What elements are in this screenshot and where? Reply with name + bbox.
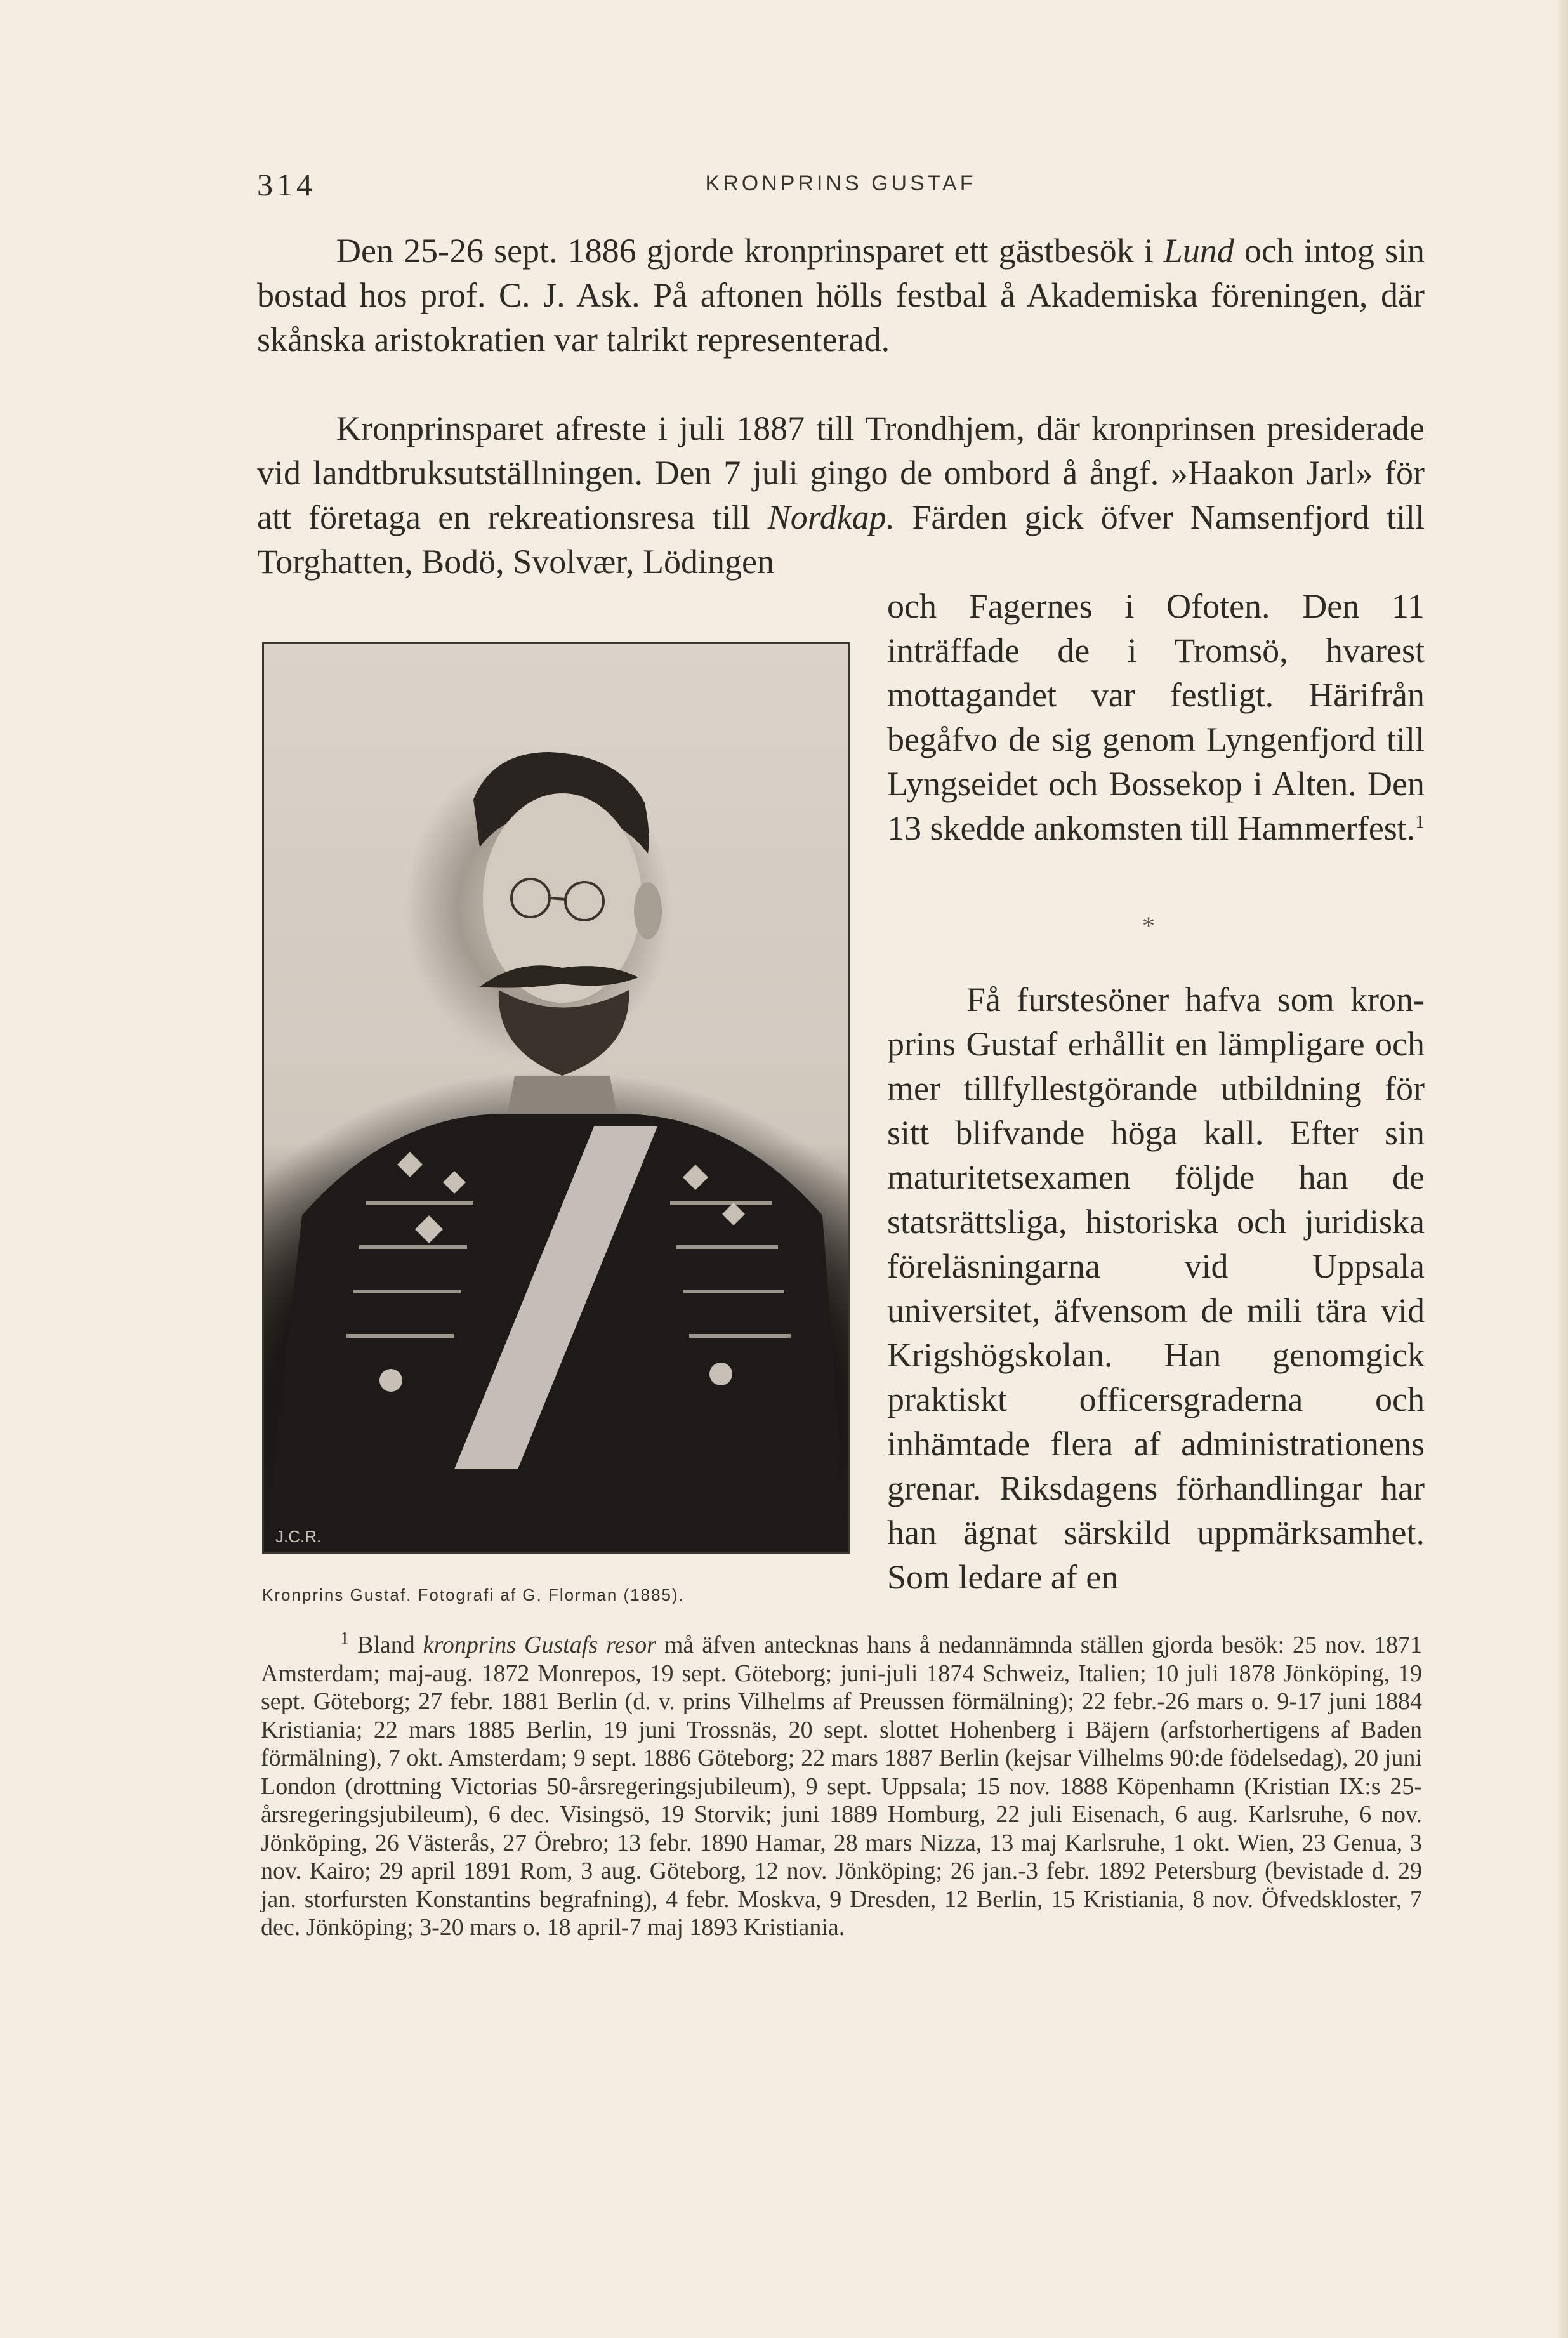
p2-text-a: Kronprinsparet afreste i juli 1887 till Trondhjem, där kronprinsen presiderade vid landtbruksutställningen. Den 7 juli gingo de ombord å ångf. »Haakon Jarl» för att företaga en rekreationsresa till	[257, 409, 1425, 536]
section-separator: *	[1142, 911, 1155, 940]
page-number: 314	[257, 167, 316, 202]
footnote	[261, 1628, 1422, 1942]
page-header	[257, 166, 1425, 204]
portrait-illustration	[264, 644, 848, 1552]
p1-text-a: Den 25-26 sept. 1886 gjorde kronprinsparet ett gästbesök i	[336, 232, 1164, 270]
running-head: KRONPRINS GUSTAF	[705, 171, 977, 195]
footnote-lead: Bland	[357, 1632, 423, 1658]
paragraph-lund-visit	[257, 228, 1425, 362]
p3-text: Få furstesöner hafva som kronprins Gustaf erhållit en lämpligare och mer tillfyllestgörande utbildning för sitt blifvande höga kall. Efter sin maturitetsexamen följde han de statsrättsliga, historiska och juridiska föreläsningarna vid Uppsala universitet, äfvensom de mili tära vid Krigshögskolan. Han genomgick praktiskt officersgraderna och inhämtade flera af administrationens grenar. Riksdagens förhandlingar har han ägnat särskild uppmärksamhet. Som ledare af en	[887, 981, 1425, 1596]
photo-monogram: J.C.R.	[275, 1527, 322, 1546]
paragraph-education	[887, 977, 1425, 1599]
p2-text-b: Färden gick öfver Namsenfjord till Torghatten, Bodö, Svolvær, Lödingen	[257, 498, 1425, 581]
footnote-marker: 1	[340, 1628, 349, 1649]
footnote-text: må äfven antecknas hans å nedannämnda ställen gjorda besök: 25 nov. 1871 Amsterdam; maj-aug. 1872 Monrepos, 19 sept. Göteborg; juni-juli 1874 Schweiz, Italien; 10 juli 1878 Jönköping, 19 sept. Göteborg; 27 febr. 1881 Berlin (d. v. prins Vilhelms af Preussen förmälning); 22 febr.-26 mars o. 9-17 juni 1884 Kristiania; 22 mars 1885 Berlin, 19 juni Trossnäs, 20 sept. slottet Hohenberg i Bäjern (arfstorhertigens af Baden förmälning), 7 okt. Amsterdam; 9 sept. 1886 Göteborg; 22 mars 1887 Berlin (kejsar Vilhelms 90:de födelsedag), 20 juni London (drottning Victorias 50-årsregeringsjubileum), 9 sept. Uppsala; 15 nov. 1888 Köpenhamn (Kristian IX:s 25-årsregeringsjubileum), 6 dec. Visingsö, 19 Storvik; juni 1889 Homburg, 22 juli Eisenach, 6 aug. Karlsruhe, 6 nov. Jönköping, 26 Västerås, 27 Örebro; 13 febr. 1890 Hamar, 28 mars Nizza, 13 maj Karlsruhe, 1 okt. Wien, 23 Genua, 3 nov. Kairo; 29 april 1891 Rom, 3 aug. Göteborg, 12 nov. Jönköping; 26 jan.-3 febr. 1892 Petersburg (bevistade d. 29 jan. storfursten Konstantins begrafning), 4 febr. Moskva, 9 Dresden, 12 Berlin, 15 Kristiania, 8 nov. Öfvedskloster, 7 dec. Jönköping; 3-20 mars o. 18 april-7 maj 1893 Kristiania.	[261, 1632, 1422, 1941]
p2-text-c: och Fagernes i Ofoten. Den 11 inträffade de i Tromsö, hvarest mottagandet var festligt. Härifrån begåfvo de sig genom Lyngenfjord till Lyngseidet och Bossekop i Alten. Den 13 skedde ankomsten till Hammerfest.	[887, 587, 1425, 847]
p1-place-lund: Lund	[1163, 232, 1234, 270]
footnote-ref: 1	[1415, 812, 1425, 832]
paragraph-nordkap-continued	[887, 584, 1425, 850]
p2-place-nordkap: Nordkap.	[767, 498, 895, 536]
photo-caption: Kronprins Gustaf. Fotografi af G. Florman (1885).	[262, 1585, 685, 1604]
footnote-em: kronprins Gustafs resor	[423, 1632, 656, 1658]
portrait-photo	[262, 642, 850, 1554]
p1-text-b: och intog sin bostad hos prof. C. J. Ask. På aftonen hölls festbal å Akademiska föreningen, där skånska aristokratien var talrikt representerad.	[257, 232, 1425, 359]
paragraph-nordkap-trip	[257, 406, 1425, 584]
page-edge	[1558, 0, 1568, 2338]
